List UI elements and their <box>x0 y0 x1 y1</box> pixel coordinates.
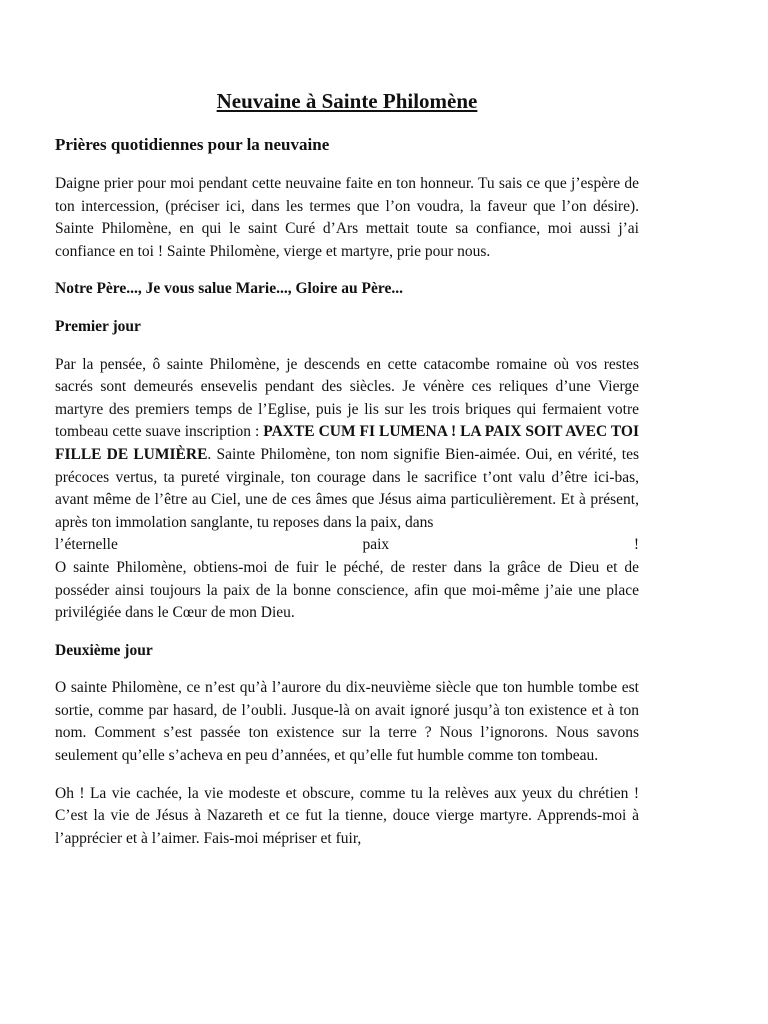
day1-text-start: Par la pensée, ô sainte Philomène, je descends en cette catacombe romaine où vos restes sacrés sont demeurés ensevelis pendant des siècles. Je vénère ces reliques d’une Vierge martyre des premiers temps de l’Eglise, puis je lis sur les trois briques qui fermaient votre tombeau cette suave inscription : <box>55 355 639 441</box>
inscription-text: PAXTE CUM FI LUMENA ! LA PAIX SOIT AVEC TOI FILLE DE LUMIÈRE <box>55 423 639 463</box>
day1-last-line: l’éternelle paix ! <box>55 536 639 554</box>
document-title: Neuvaine à Sainte Philomène <box>216 89 478 113</box>
intro-paragraph: Daigne prier pour moi pendant cette neuvaine faite en ton honneur. Tu sais ce que j’espère de ton intercession, (préciser ici, dans les termes que l’on voudra, la faveur que l’on désire). Sainte Philomène, en qui le saint Curé d’Ars mettait toute sa confiance, moi aussi j’ai confiance en toi ! Sainte Philomène, vierge et martyre, prie pour nous. <box>55 175 639 260</box>
day1-heading: Premier jour <box>55 317 141 335</box>
document-page <box>55 86 639 865</box>
section-subtitle: Prières quotidiennes pour la neuvaine <box>55 135 330 154</box>
prayers-line: Notre Père..., Je vous salue Marie..., Gloire au Père... <box>55 280 403 298</box>
day1-paragraph <box>55 354 639 557</box>
day2-paragraph-2: Oh ! La vie cachée, la vie modeste et obscure, comme tu la relèves aux yeux du chrétien ! C’est la vie de Jésus à Nazareth et ce fut la tienne, douce vierge martyre. Apprends-moi à l’apprécier et à l’aimer. Fais-moi mépriser et fuir, <box>55 784 639 847</box>
day2-heading: Deuxième jour <box>55 641 153 659</box>
day1-text-end: . Sainte Philomène, ton nom signifie Bien-aimée. Oui, en vérité, tes précoces vertus, ta pureté virginale, ton courage dans le sacrifice t’ont valu d’être ici-bas, avant même de l’être au Ciel, une de ces âmes que Jésus aima particulièrement. Et à présent, après ton immolation sanglante, tu reposes dans la paix, dans <box>55 445 639 531</box>
day2-paragraph-1: O sainte Philomène, ce n’est qu’à l’aurore du dix-neuvième siècle que ton humble tombe est sortie, comme par hasard, de l’oubli. Jusque-là on avait ignoré jusqu’à ton existence et à ton nom. Comment s’est passée ton existence sur la terre ? Nous l’ignorons. Nous savons seulement qu’elle s’acheva en peu d’années, et qu’elle fut humble comme ton tombeau. <box>55 679 639 765</box>
day1-paragraph-2: O sainte Philomène, obtiens-moi de fuir le péché, de rester dans la grâce de Dieu et de posséder ainsi toujours la paix de la bonne conscience, afin que moi-même j’aie une place privilégiée dans le Cœur de mon Dieu. <box>55 558 639 622</box>
